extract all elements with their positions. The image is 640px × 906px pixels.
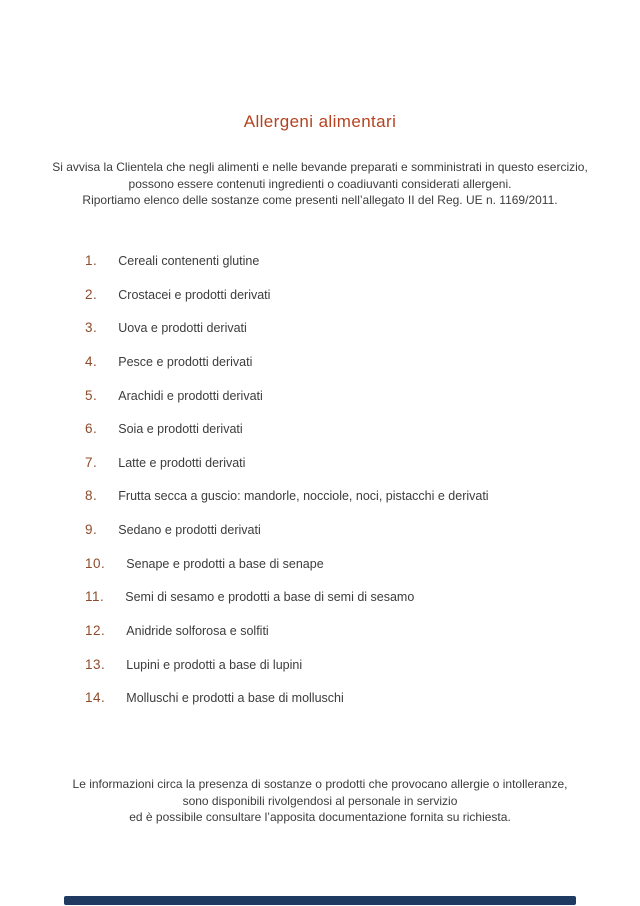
list-item-label: Uova e prodotti derivati (118, 321, 247, 336)
list-item-label: Latte e prodotti derivati (118, 455, 246, 470)
intro-paragraph (0, 159, 640, 209)
list-item (85, 421, 585, 455)
list-item (85, 287, 585, 321)
list-item (85, 623, 585, 657)
footer-note (0, 776, 640, 826)
home-indicator-bar[interactable] (64, 896, 576, 905)
list-item-number: 8. (85, 488, 98, 504)
list-item-label: Molluschi e prodotti a base di molluschi (126, 691, 344, 706)
list-item-label: Frutta secca a guscio: mandorle, nocciole, noci, pistacchi e derivati (118, 489, 489, 504)
list-item-number: 10. (85, 555, 106, 571)
list-item-number: 13. (85, 656, 106, 672)
list-item (85, 388, 585, 422)
footer-line-2: sono disponibili rivolgendosi al personale in servizio (182, 793, 458, 808)
list-item (85, 354, 585, 388)
list-item-label: Soia e prodotti derivati (118, 422, 243, 437)
list-item-label: Anidride solforosa e solfiti (126, 624, 269, 639)
list-item (85, 320, 585, 354)
list-item-label: Sedano e prodotti derivati (118, 523, 261, 538)
list-item (85, 455, 585, 489)
list-item-number: 7. (85, 454, 98, 470)
intro-line-1: Si avvisa la Clientela che negli alimenti e nelle bevande preparati e somministrati in questo esercizio, (52, 160, 588, 174)
allergen-list (85, 253, 585, 724)
list-item-number: 9. (85, 522, 98, 538)
list-item-number: 5. (85, 387, 98, 403)
list-item (85, 488, 585, 522)
page-title: Allergeni alimentari (243, 112, 397, 131)
list-item-label: Pesce e prodotti derivati (118, 354, 253, 369)
list-item (85, 589, 585, 623)
list-item-number: 4. (85, 353, 98, 369)
intro-line-3: Riportiamo elenco delle sostanze come presenti nell’allegato II del Reg. UE n. 1169/2011. (82, 193, 558, 207)
list-item-label: Cereali contenenti glutine (118, 254, 260, 268)
list-item-number: 12. (85, 623, 106, 639)
list-item-label: Crostacei e prodotti derivati (118, 287, 271, 302)
list-item-number: 3. (85, 320, 98, 336)
list-item-label: Arachidi e prodotti derivati (118, 388, 263, 403)
list-item-number: 1. (85, 253, 98, 268)
footer-line-1: Le informazioni circa la presenza di sostanze o prodotti che provocano allergie o intolleranze, (72, 777, 568, 791)
list-item-number: 6. (85, 421, 98, 437)
list-item-number: 11. (85, 589, 105, 605)
list-item (85, 657, 585, 691)
list-item-number: 2. (85, 286, 98, 302)
list-item (85, 253, 585, 287)
list-item-label: Lupini e prodotti a base di lupini (126, 657, 303, 672)
list-item-number: 14. (85, 690, 106, 706)
footer-line-3: ed è possibile consultare l’apposita documentazione fornita su richiesta. (129, 810, 511, 824)
list-item-label: Senape e prodotti a base di senape (126, 556, 324, 571)
list-item-label: Semi di sesamo e prodotti a base di semi di sesamo (125, 590, 415, 605)
list-item (85, 522, 585, 556)
intro-line-2: possono essere contenuti ingredienti o coadiuvanti considerati allergeni. (128, 176, 512, 191)
list-item (85, 556, 585, 590)
list-item (85, 690, 585, 724)
